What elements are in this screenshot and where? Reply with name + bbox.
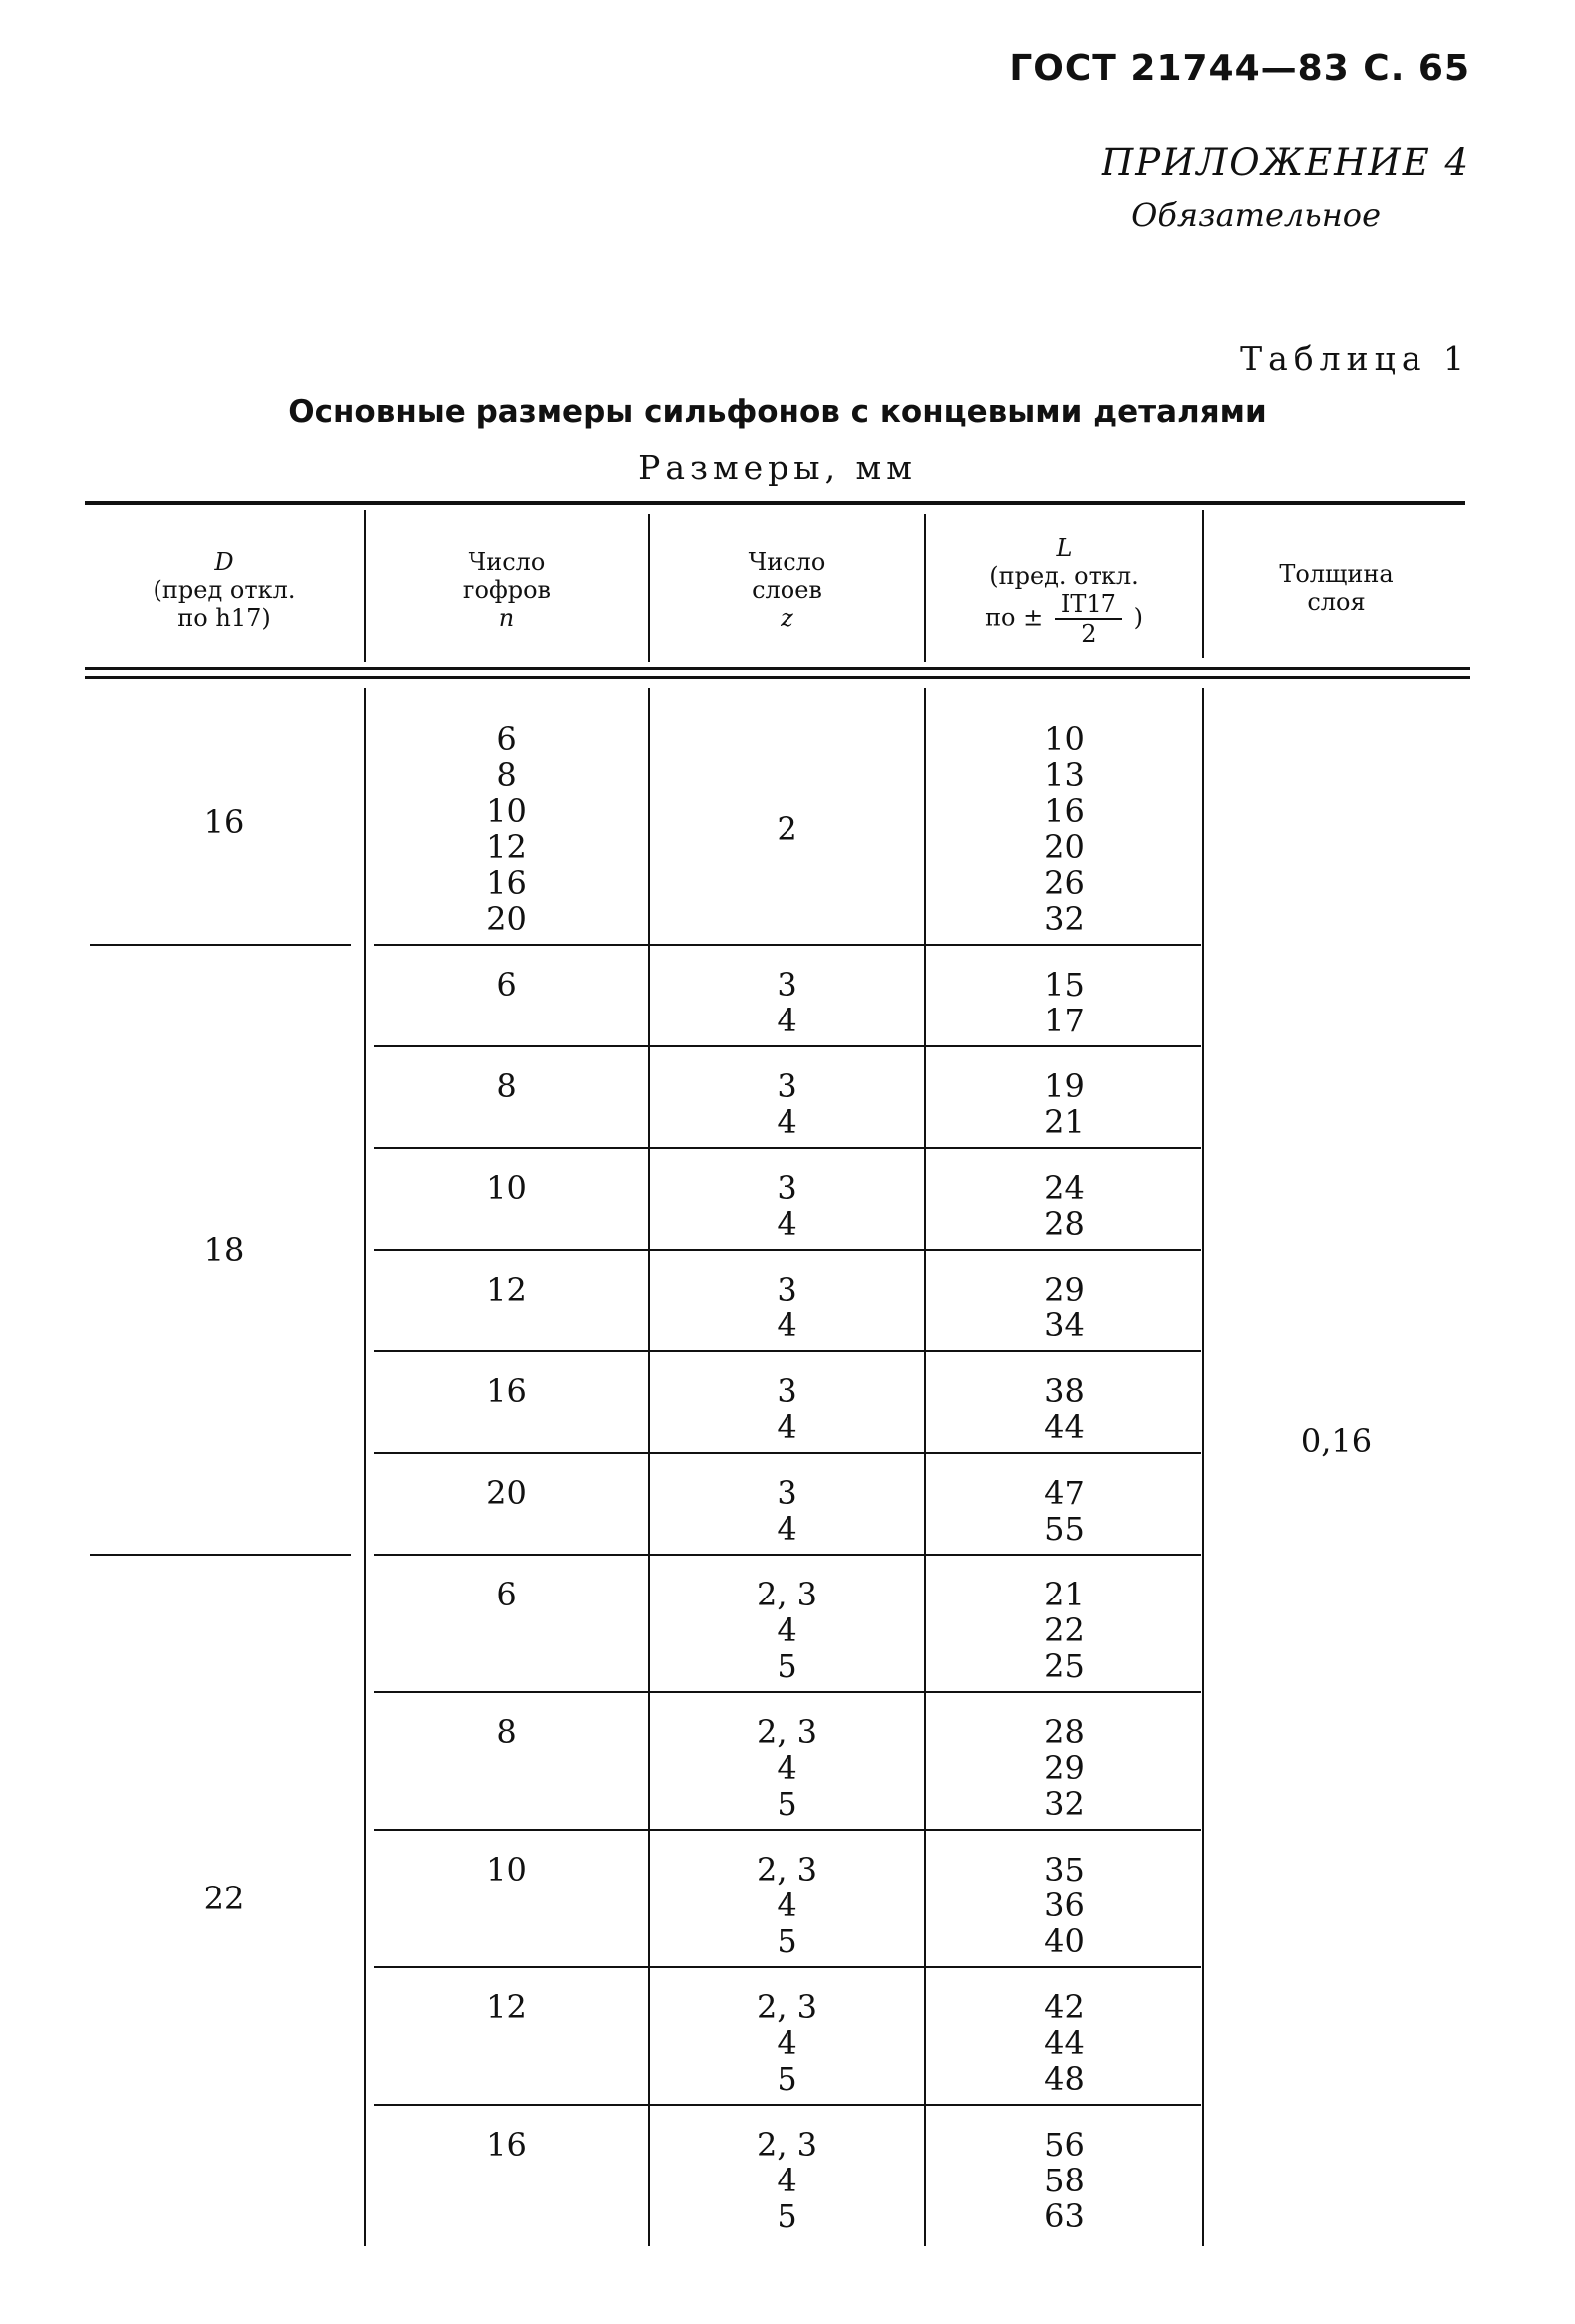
appendix-title: ПРИЛОЖЕНИЕ 4 bbox=[1101, 142, 1470, 184]
cell-diameter: 16 bbox=[203, 803, 245, 841]
cell-length: 28 29 32 bbox=[1044, 1713, 1085, 1823]
header-n-symbol: n bbox=[498, 604, 515, 632]
cell-corrugations: 8 bbox=[496, 1713, 517, 1751]
cell-layers: 2, 3 4 5 bbox=[756, 1988, 818, 2098]
header-z bbox=[650, 548, 924, 632]
header-thickness-line1: Толщина bbox=[1279, 560, 1394, 588]
body-sep-2 bbox=[648, 688, 650, 2246]
header-n-line2: гофров bbox=[462, 576, 552, 604]
header-z-line1: Число bbox=[748, 548, 826, 576]
cell-layers: 3 4 bbox=[777, 1271, 797, 1344]
cell-layers: 2, 3 4 5 bbox=[756, 1713, 818, 1823]
group-rule bbox=[90, 1554, 351, 1556]
cell-corrugations: 12 bbox=[486, 1271, 527, 1308]
cell-layers: 3 4 bbox=[777, 1474, 797, 1548]
cell-corrugations: 20 bbox=[486, 1474, 527, 1512]
header-d-symbol: D bbox=[214, 548, 234, 576]
cell-corrugations: 10 bbox=[486, 1851, 527, 1888]
row-rule bbox=[374, 1045, 1201, 1047]
header-l-prefix: по ± bbox=[985, 603, 1044, 632]
cell-corrugations: 6 bbox=[496, 966, 517, 1004]
body-sep-1 bbox=[364, 688, 366, 2246]
header-l-frac-den: 2 bbox=[1081, 620, 1097, 648]
cell-layers: 3 4 bbox=[777, 966, 797, 1039]
header-d-line1: (пред откл. bbox=[153, 576, 296, 604]
body-sep-4 bbox=[1202, 688, 1204, 2246]
header-bottom-rule-2 bbox=[85, 676, 1470, 679]
cell-length: 29 34 bbox=[1044, 1271, 1085, 1344]
row-rule bbox=[374, 1691, 1201, 1693]
row-rule bbox=[374, 1966, 1201, 1968]
cell-corrugations: 16 bbox=[486, 1372, 527, 1410]
cell-length: 35 36 40 bbox=[1044, 1851, 1085, 1960]
row-rule bbox=[374, 1829, 1201, 1831]
cell-layers: 2, 3 4 5 bbox=[756, 2126, 818, 2235]
header-z-line2: слоев bbox=[752, 576, 822, 604]
appendix-subtitle: Обязательное bbox=[1131, 196, 1381, 234]
header-l bbox=[926, 534, 1202, 648]
cell-corrugations: 6 8 10 12 16 20 bbox=[486, 721, 527, 938]
cell-layers: 2, 3 4 5 bbox=[756, 1576, 818, 1685]
cell-corrugations: 10 bbox=[486, 1169, 527, 1207]
header-n bbox=[366, 548, 648, 632]
cell-length: 42 44 48 bbox=[1044, 1988, 1085, 2098]
cell-length: 15 17 bbox=[1044, 966, 1085, 1039]
header-thickness-line2: слоя bbox=[1307, 588, 1366, 616]
row-rule bbox=[374, 1147, 1201, 1149]
header-d-line2: по h17) bbox=[177, 604, 271, 632]
row-rule bbox=[374, 1452, 1201, 1454]
header-l-formula bbox=[926, 590, 1202, 648]
cell-corrugations: 12 bbox=[486, 1988, 527, 2026]
cell-corrugations: 8 bbox=[496, 1067, 517, 1105]
cell-length: 10 13 16 20 26 32 bbox=[1044, 721, 1085, 938]
cell-corrugations: 6 bbox=[496, 1576, 517, 1613]
header-d bbox=[85, 548, 364, 632]
cell-diameter: 22 bbox=[203, 1880, 245, 1917]
cell-length: 24 28 bbox=[1044, 1169, 1085, 1243]
cell-length: 38 44 bbox=[1044, 1372, 1085, 1446]
row-rule bbox=[374, 2104, 1201, 2106]
thickness-value: 0,16 bbox=[1300, 1422, 1373, 1460]
row-rule bbox=[374, 1350, 1201, 1352]
header-l-symbol: L bbox=[1056, 534, 1073, 562]
cell-length: 47 55 bbox=[1044, 1474, 1085, 1548]
cell-corrugations: 16 bbox=[486, 2126, 527, 2164]
cell-diameter: 18 bbox=[203, 1231, 245, 1269]
header-l-line1: (пред. откл. bbox=[989, 562, 1139, 590]
cell-layers: 3 4 bbox=[777, 1169, 797, 1243]
header-thickness bbox=[1204, 560, 1468, 616]
group-rule bbox=[90, 944, 351, 946]
table-units: Размеры, мм bbox=[638, 448, 917, 487]
cell-layers: 3 4 bbox=[777, 1067, 797, 1141]
cell-length: 56 58 63 bbox=[1044, 2126, 1085, 2235]
table-title: Основные размеры сильфонов с концевыми деталями bbox=[288, 394, 1267, 430]
table-top-rule bbox=[85, 501, 1465, 505]
header-bottom-rule-1 bbox=[85, 667, 1470, 670]
header-l-frac-num: IT17 bbox=[1055, 590, 1122, 620]
row-rule bbox=[374, 1249, 1201, 1251]
cell-layers: 3 4 bbox=[777, 1372, 797, 1446]
header-z-symbol: z bbox=[781, 604, 793, 632]
table-number: Таблица 1 bbox=[1240, 339, 1470, 378]
header-n-line1: Число bbox=[468, 548, 546, 576]
header-l-suffix: ) bbox=[1133, 603, 1143, 632]
body-sep-3 bbox=[924, 688, 926, 2246]
cell-layers: 2 bbox=[777, 810, 797, 848]
page-header: ГОСТ 21744—83 С. 65 bbox=[1009, 48, 1470, 89]
header-l-fraction bbox=[1055, 590, 1122, 648]
row-rule bbox=[374, 1554, 1201, 1556]
row-rule bbox=[374, 944, 1201, 946]
cell-length: 19 21 bbox=[1044, 1067, 1085, 1141]
cell-length: 21 22 25 bbox=[1044, 1576, 1085, 1685]
cell-layers: 2, 3 4 5 bbox=[756, 1851, 818, 1960]
